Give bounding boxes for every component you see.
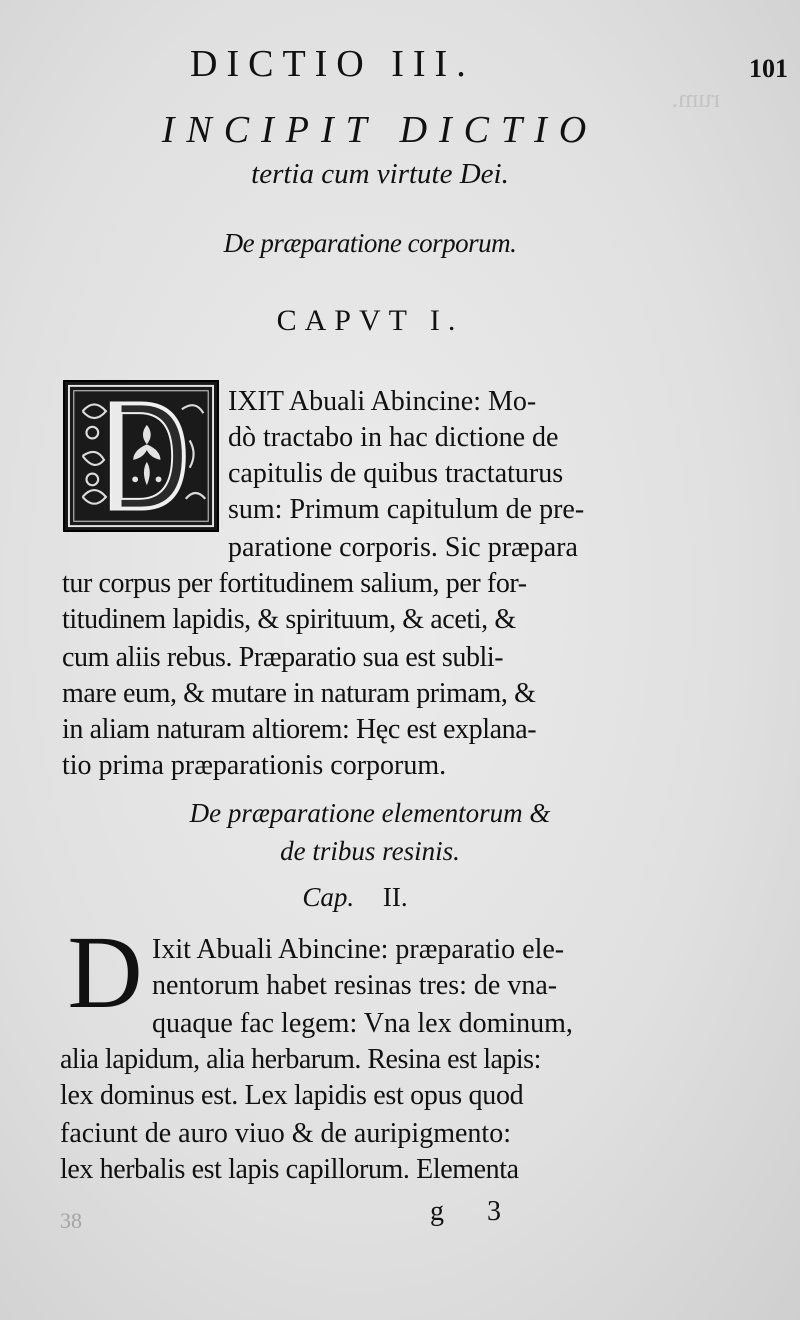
running-head: DICTIO III.	[190, 43, 475, 85]
section-title: De præparatione corporum.	[223, 228, 517, 258]
chapter-2-line: lex dominus est. Lex lapidis est opus quod	[60, 1080, 524, 1111]
chapter-2-line: Ixit Abuali Abincine: præparatio ele-	[152, 934, 565, 965]
chapter-1-line: IXIT Abuali Abincine: Mo-	[228, 386, 537, 417]
chapter-1-line: titudinem lapidis, & spirituum, & aceti, &	[62, 604, 516, 635]
initial-d-chapter-2: D	[67, 915, 143, 1030]
chapter-2-line: alia lapidum, alia herbarum. Resina est lapis:	[60, 1044, 541, 1075]
incipit-line-2: tertia cum virtute Dei.	[251, 158, 509, 190]
chapter-2-heading	[230, 882, 480, 913]
chapter-1-line: paratione corporis. Sic præpara	[228, 532, 578, 563]
chapter-2-line: nentorum habet resinas tres: de vna-	[152, 970, 558, 1001]
folio-number: 101	[749, 54, 788, 83]
page-header	[190, 42, 788, 92]
chapter-1-heading: CAPVT I.	[276, 304, 464, 337]
chapter-1-line: capitulis de quibus tractaturus	[228, 458, 564, 489]
chapter-1-line: mare eum, & mutare in naturam primam, &	[62, 678, 536, 709]
margin-mark: 38	[60, 1208, 82, 1233]
chapter-2-title-line-1: De præparatione elementorum &	[189, 798, 551, 828]
chapter-1-line: tio prima præparationis corporum.	[62, 750, 447, 781]
chapter-1-line: in aliam naturam altiorem: Hęc est explana-	[62, 714, 537, 745]
chapter-2-heading-number: II.	[382, 882, 408, 912]
chapter-1-line: dò tractabo in hac dictione de	[228, 422, 559, 453]
chapter-2-title-line-2: de tribus resinis.	[280, 836, 460, 866]
decorated-initial-d	[63, 380, 219, 532]
chapter-2-heading-label: Cap.	[302, 882, 355, 912]
signature-mark: g 3	[430, 1196, 519, 1227]
show-through-texture: rum.	[671, 84, 720, 113]
chapter-2-line: quaque fac legem: Vna lex dominum,	[152, 1008, 573, 1039]
chapter-2-line: lex herbalis est lapis capillorum. Elementa	[60, 1154, 519, 1185]
incipit-line-1: INCIPIT DICTIO	[161, 109, 599, 151]
chapter-1-line: tur corpus per fortitudinem salium, per for-	[62, 568, 527, 599]
chapter-2-line: faciunt de auro viuo & de auripigmento:	[60, 1118, 511, 1149]
chapter-1-line: cum aliis rebus. Præparatio sua est subli-	[62, 642, 504, 673]
chapter-1-line: sum: Primum capitulum de pre-	[228, 494, 585, 525]
